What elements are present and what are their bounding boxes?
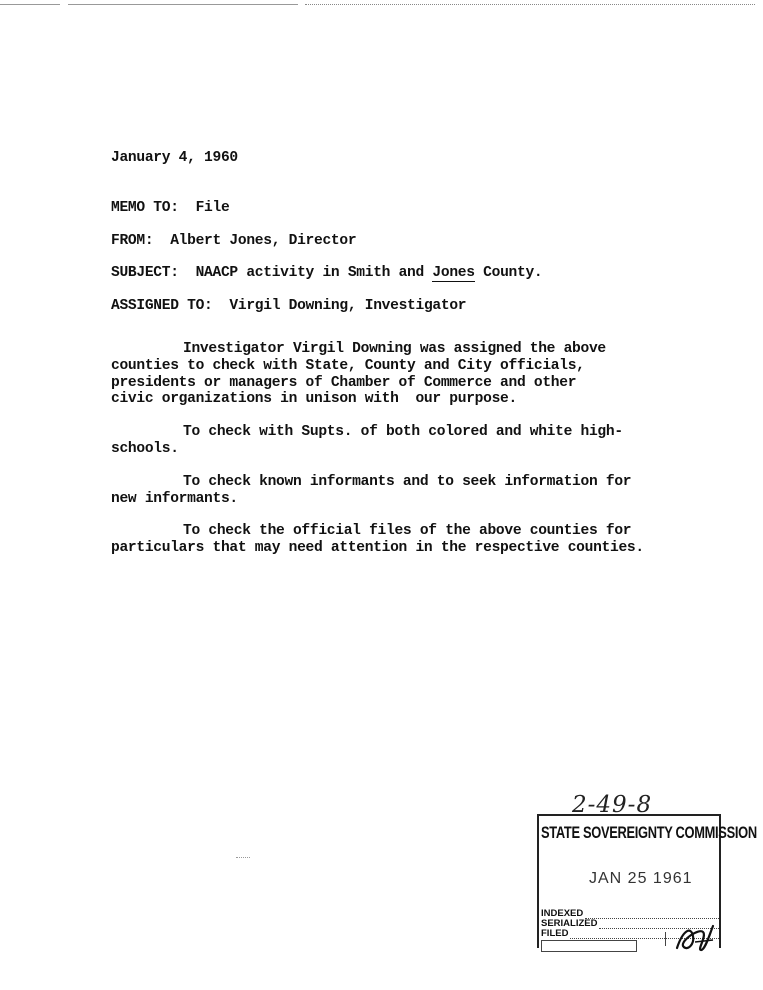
memo — [111, 150, 691, 573]
memo-to-label: MEMO TO: — [111, 199, 179, 216]
subject-value-end: County. — [474, 265, 543, 282]
assigned-to-value: Virgil Downing, Investigator — [229, 298, 467, 315]
subject-line — [111, 265, 691, 282]
paragraph-line: presidents or managers of Chamber of Commerce and other — [111, 374, 577, 391]
memo-to-line — [111, 200, 691, 217]
paragraph-line: schools. — [111, 440, 179, 457]
memo-date: January 4, 1960 — [111, 150, 238, 166]
paragraph-line: To check the official files of the above counties for — [183, 523, 632, 540]
subject-label: SUBJECT: — [111, 265, 179, 282]
stamp-line-label: INDEXED — [541, 908, 584, 919]
stamp-border — [537, 814, 721, 816]
memo-to-value: File — [195, 199, 230, 216]
file-number-handwritten: 2-49-8 — [572, 792, 653, 818]
paragraph-line: Investigator Virgil Downing was assigned the above — [183, 340, 606, 357]
receipt-stamp — [537, 814, 757, 952]
from-line — [111, 233, 691, 250]
paragraph-informants — [111, 474, 691, 508]
top-edge-rule — [68, 4, 298, 5]
paragraph-assignment — [111, 341, 691, 408]
from-label: FROM: — [111, 232, 154, 249]
handwritten-initials-icon — [673, 922, 717, 959]
stamp-border — [537, 814, 539, 948]
subject-value-start: NAACP activity in Smith and — [195, 265, 433, 282]
paragraph-line: particulars that may need attention in the respective counties. — [111, 540, 644, 557]
paragraph-files — [111, 523, 691, 557]
paragraph-line: new informants. — [111, 490, 238, 507]
subject-value-underlined: Jones — [432, 265, 475, 282]
stamp-date: JAN 25 1961 — [589, 870, 693, 887]
stamp-title: STATE SOVEREIGNTY COMMISSION — [541, 824, 757, 842]
top-edge-mark — [0, 4, 60, 5]
stamp-line-label: FILED — [541, 928, 569, 939]
paragraph-line: To check with Supts. of both colored and white high- — [183, 424, 623, 441]
paragraph-line: To check known informants and to seek information for — [183, 473, 632, 490]
from-value: Albert Jones, Director — [170, 232, 357, 249]
assigned-to-line — [111, 298, 691, 315]
stamp-line-label: SERIALIZED — [541, 918, 598, 929]
stamp-box — [541, 940, 637, 952]
paragraph-line: counties to check with State, County and City officials, — [111, 357, 585, 374]
scan-speck — [236, 857, 250, 858]
assigned-to-label: ASSIGNED TO: — [111, 298, 213, 315]
paragraph-schools — [111, 424, 691, 458]
paragraph-line: civic organizations in unison with our purpose. — [111, 391, 517, 408]
memo-body — [111, 341, 691, 557]
top-edge-dotted-rule — [305, 4, 755, 5]
